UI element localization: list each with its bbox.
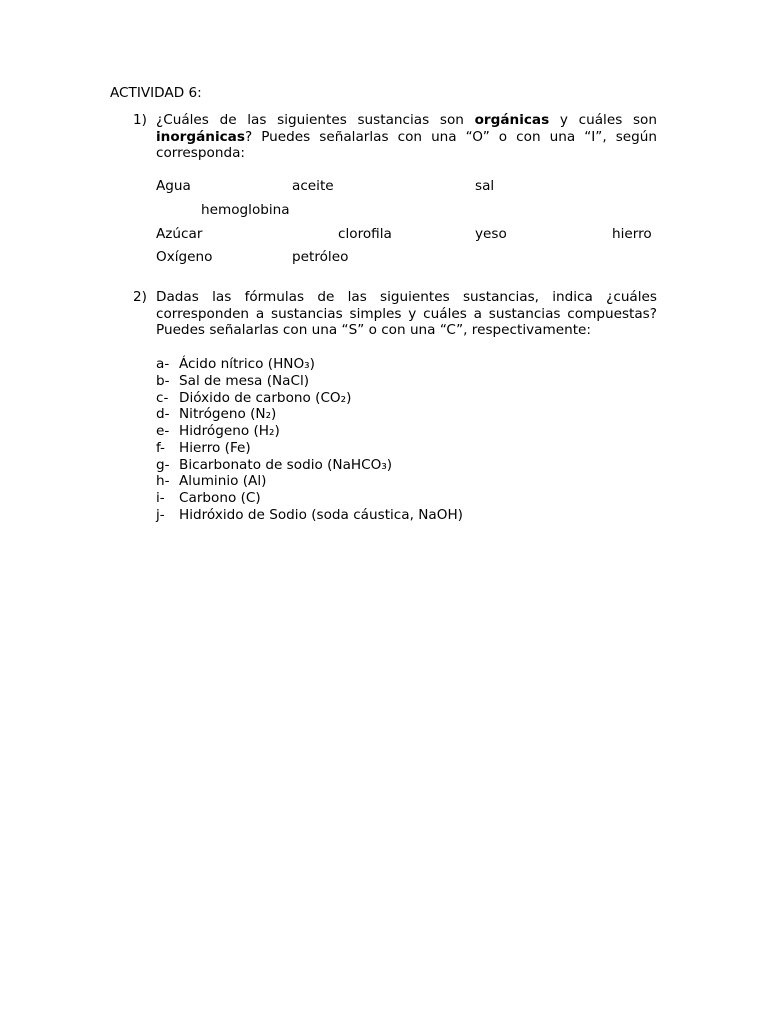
word-agua: Agua: [156, 178, 191, 194]
word-petroleo: petróleo: [292, 249, 349, 265]
list-item-text: Ácido nítrico (HNO₃): [179, 356, 315, 372]
question-1-number: 1): [133, 112, 147, 128]
list-item-text: Hidróxido de Sodio (soda cáustica, NaOH): [179, 506, 463, 523]
list-marker: c-: [156, 389, 169, 406]
question-2-number: 2): [133, 289, 147, 305]
list-item-text: Bicarbonato de sodio (NaHCO₃): [179, 456, 393, 473]
list-item-text: Hierro (Fe): [179, 439, 251, 456]
list-marker: a-: [156, 356, 170, 372]
q1-text-part3: ? Puedes señalarlas con una “O” o con una “I”, según corresponda:: [156, 128, 657, 162]
q1-text-part2: y cuáles son: [549, 112, 657, 128]
word-oxigeno: Oxígeno: [156, 249, 213, 265]
list-marker: g-: [156, 456, 170, 473]
q1-bold-organicas: orgánicas: [474, 112, 550, 128]
word-hierro: hierro: [612, 226, 652, 242]
list-item-text: Nitrógeno (N₂): [179, 406, 277, 423]
word-sal: sal: [475, 178, 495, 194]
list-marker: b-: [156, 372, 170, 389]
question-2-text: Dadas las fórmulas de las siguientes sustancias, indica ¿cuáles corresponden a sustancias simples y cuáles a sustancias compuestas? Puedes señalarlas con una “S” o con una “C”, respectivamente:: [156, 289, 657, 339]
question-1-text: [156, 112, 657, 162]
list-item-text: Hidrógeno (H₂): [179, 423, 280, 439]
word-yeso: yeso: [475, 226, 507, 242]
list-marker: j-: [156, 506, 165, 523]
list-item-text: Dióxido de carbono (CO₂): [179, 389, 352, 406]
word-clorofila: clorofila: [338, 226, 392, 242]
list-item-text: Aluminio (Al): [179, 473, 267, 490]
list-marker: i-: [156, 490, 165, 506]
list-marker: h-: [156, 473, 170, 490]
word-azucar: Azúcar: [156, 226, 203, 242]
list-item-text: Carbono (C): [179, 490, 261, 506]
list-marker: f-: [156, 439, 165, 456]
activity-title: ACTIVIDAD 6:: [110, 85, 202, 101]
word-hemoglobina: hemoglobina: [201, 202, 290, 218]
q1-text-part1: ¿Cuáles de las siguientes sustancias son: [156, 112, 475, 128]
q1-bold-inorganicas: inorgánicas: [156, 128, 245, 145]
word-aceite: aceite: [292, 178, 334, 194]
list-item-text: Sal de mesa (NaCl): [179, 372, 310, 389]
list-marker: e-: [156, 423, 170, 439]
list-marker: d-: [156, 406, 170, 423]
